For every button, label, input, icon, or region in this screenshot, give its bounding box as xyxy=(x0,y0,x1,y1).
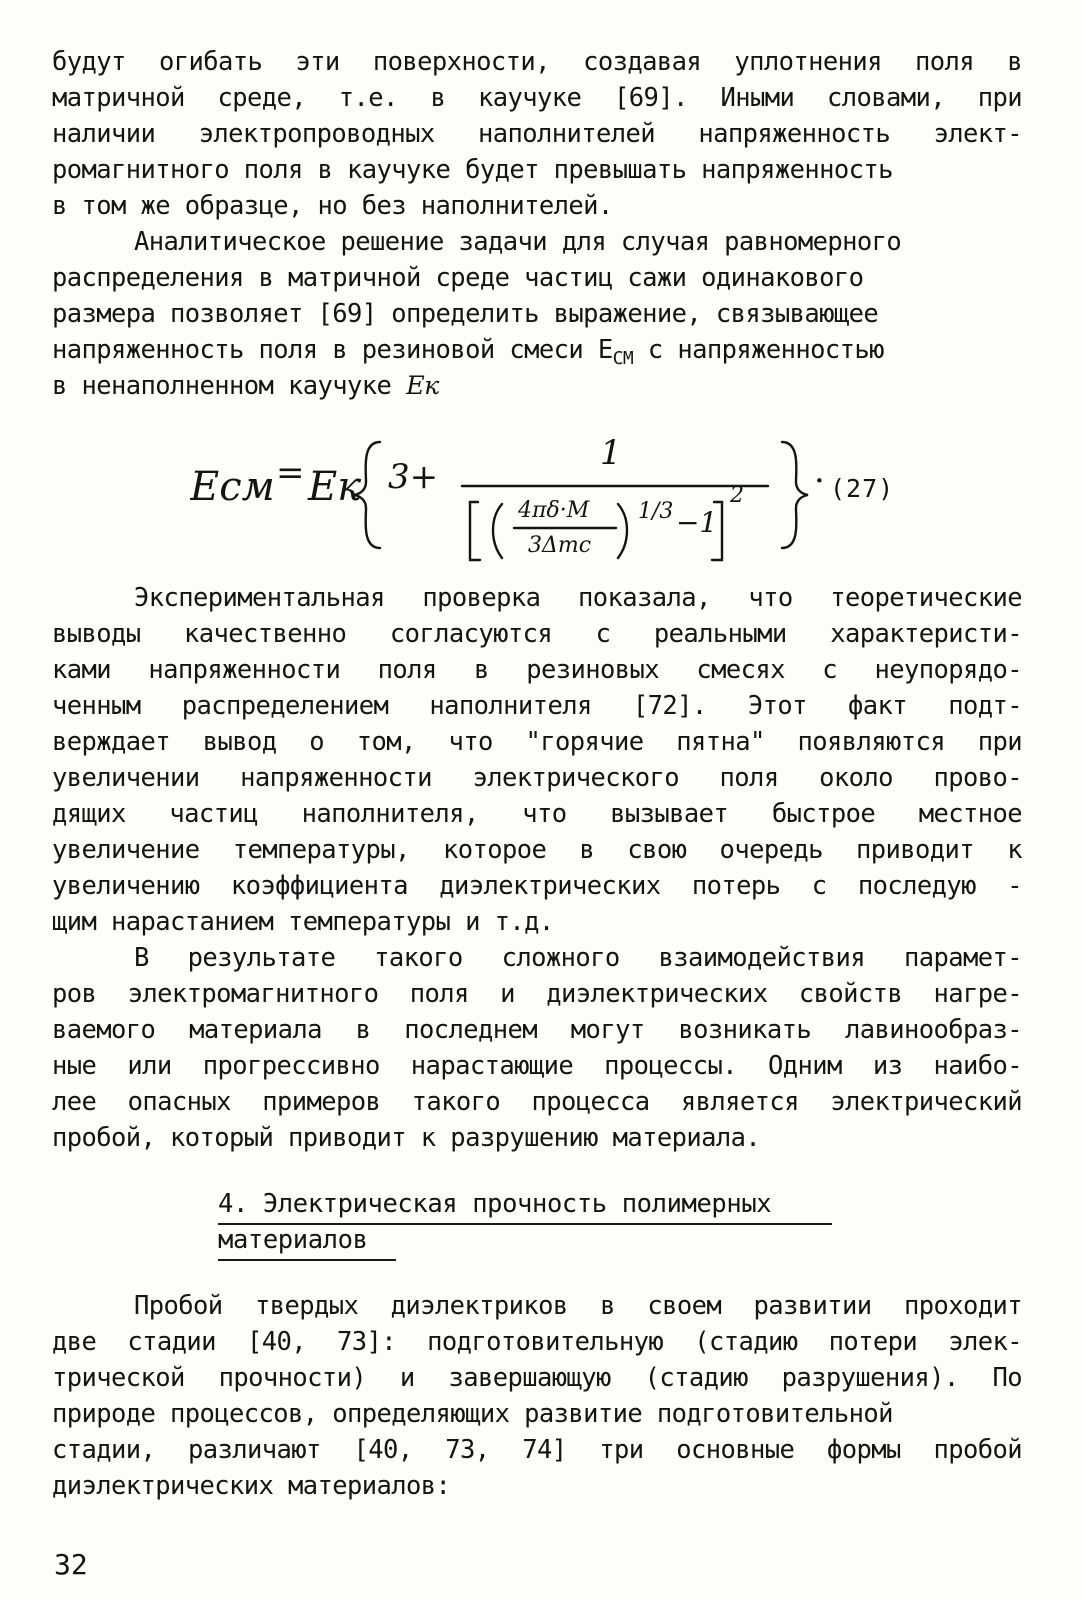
text-line: трической прочности) и завершающую (стадию разрушения). По xyxy=(52,1363,1022,1393)
text-line: в том же образце, но без наполнителей. xyxy=(52,191,613,221)
paragraph-1 xyxy=(52,44,1022,224)
text-line: дящих частиц наполнителя, что вызывает быстрое местное xyxy=(52,799,1022,829)
text-line: природе процессов, определяющих развитие подготовительной xyxy=(52,1399,893,1429)
section-heading xyxy=(218,1186,848,1258)
text-fragment: с напряженностью xyxy=(633,335,884,365)
left-paren xyxy=(493,504,502,558)
text-line: ваемого материала в последнем могут возникать лавинообраз- xyxy=(52,1015,1022,1045)
text-line: ками напряженности поля в резиновых смесях с неупорядо- xyxy=(52,655,1022,685)
text-line: ные или прогрессивно нарастающие процессы. Одним из наибо- xyxy=(52,1051,1022,1081)
text-line: увеличение температуры, которое в свою очередь приводит к xyxy=(52,835,1022,865)
left-bracket xyxy=(470,502,480,560)
eq-minus-one: −1 xyxy=(676,506,718,539)
text-line: лее опасных примеров такого процесса является электрический xyxy=(52,1087,1022,1117)
paragraph-4 xyxy=(52,940,1022,1156)
text-line: наличии электропроводных наполнителей напряженность элект- xyxy=(52,119,1022,149)
text-line: распределения в матричной среде частиц сажи одинакового xyxy=(52,263,864,293)
eq-power: 1/3 xyxy=(638,499,674,524)
text-fragment: напряженность поля в резиновой смеси E xyxy=(52,335,613,365)
heading-underline xyxy=(218,1223,832,1225)
text-line: Экспериментальная проверка показала, что теоретические xyxy=(134,583,1022,613)
eq-dot: · xyxy=(814,461,825,501)
text-line: увеличению коэффициента диэлектрических потерь с последую - xyxy=(52,871,1022,901)
text-line: увеличении напряженности электрического поля около прово- xyxy=(52,763,1022,793)
heading-line: материалов xyxy=(218,1225,368,1255)
equation-number: (27) xyxy=(830,474,895,503)
page-number: 32 xyxy=(54,1548,88,1581)
text-line: ров электромагнитного поля и диэлектрических свойств нагре- xyxy=(52,979,1022,1009)
text-line: стадии, различают [40, 73, 74] три основные формы пробой xyxy=(52,1435,1022,1465)
eq-lhs: Eсм xyxy=(190,464,275,510)
paragraph-5 xyxy=(52,1288,1022,1504)
eq-ek: Eк xyxy=(308,464,362,510)
text-line xyxy=(52,332,1022,368)
text-line: верждает вывод о том, что "горячие пятна" появляются при xyxy=(52,727,1022,757)
eq-den-frac: 3Δmc xyxy=(528,533,592,558)
eq-sign: = xyxy=(276,453,305,493)
subscript: СМ xyxy=(612,348,634,369)
right-paren xyxy=(618,504,627,558)
heading-underline xyxy=(218,1259,396,1261)
text-line xyxy=(52,368,1022,404)
left-brace xyxy=(354,442,380,548)
text-line: Пробой твердых диэлектриков в своем развитии проходит xyxy=(134,1291,1022,1321)
text-fragment: в ненаполненном каучуке xyxy=(52,371,392,401)
text-line: щим нарастанием температуры и т.д. xyxy=(52,907,554,937)
text-line: ромагнитного поля в каучуке будет превышать напряженность xyxy=(52,155,893,185)
eq-num-frac: 4πδ·M xyxy=(518,498,590,523)
text-line: диэлектрических материалов: xyxy=(52,1471,451,1501)
text-line: размера позволяет [69] определить выражение, связывающее xyxy=(52,299,879,329)
text-line: Аналитическое решение задачи для случая равномерного xyxy=(134,227,902,257)
eq-three: 3+ xyxy=(388,457,439,497)
text-line: ченным распределением наполнителя [72]. Этот факт подт- xyxy=(52,691,1022,721)
text-line: две стадии [40, 73]: подготовительную (стадию потери элек- xyxy=(52,1327,1022,1357)
right-brace xyxy=(782,442,808,548)
text-line: выводы качественно согласуются с реальными характеристи- xyxy=(52,619,1022,649)
symbol-ek: Eк xyxy=(406,371,439,401)
text-line: будут огибать эти поверхности, создавая уплотнения поля в xyxy=(52,47,1022,77)
paragraph-3 xyxy=(52,580,1022,940)
text-line: пробой, который приводит к разрушению материала. xyxy=(52,1123,761,1153)
heading-line: 4. Электрическая прочность полимерных xyxy=(218,1189,772,1219)
paragraph-2 xyxy=(52,224,1022,404)
eq-square: 2 xyxy=(730,483,744,508)
text-line: матричной среде, т.е. в каучуке [69]. Иными словами, при xyxy=(52,83,1022,113)
text-line: В результате такого сложного взаимодействия парамет- xyxy=(134,943,1022,973)
eq-one: 1 xyxy=(600,433,622,473)
